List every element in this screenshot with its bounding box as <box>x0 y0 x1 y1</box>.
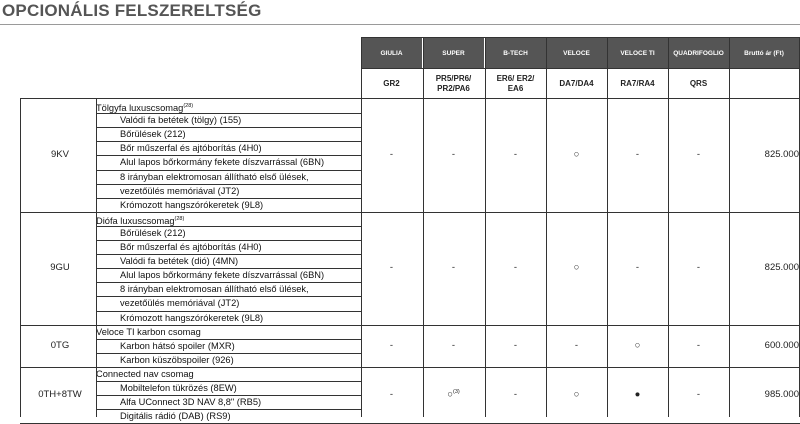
option-item: Bőrülések (212) <box>120 227 186 238</box>
availability-symbol: - <box>513 389 518 401</box>
availability-symbol: - <box>451 339 456 351</box>
option-item: Alul lapos bőrkormány fekete díszvarrással (6BN) <box>120 157 325 168</box>
item-line <box>96 353 361 354</box>
body-col-line-0 <box>361 98 362 417</box>
availability-mark <box>668 262 729 273</box>
item-line <box>96 296 361 297</box>
header-col-line-3 <box>546 37 547 98</box>
availability-mark <box>607 262 668 273</box>
availability-symbol: - <box>513 149 518 161</box>
item-line <box>96 184 361 185</box>
column-header-3: VELOCE <box>546 38 607 68</box>
header-col-line-1 <box>423 37 424 98</box>
item-line <box>96 127 361 128</box>
option-title-text: Diófa luxuscsomag <box>96 215 175 226</box>
header-col-line-0 <box>361 37 362 98</box>
availability-mark <box>546 262 607 273</box>
body-col-line-5 <box>668 98 669 417</box>
availability-symbol: - <box>389 339 394 351</box>
availability-symbol: - <box>696 262 701 274</box>
option-item: Bőrülések (212) <box>120 129 186 140</box>
option-code-0: 9KV <box>51 149 69 161</box>
item-line <box>96 381 361 382</box>
availability-symbol: - <box>451 262 456 274</box>
desc-left-border <box>96 98 97 417</box>
availability-mark <box>361 149 422 160</box>
item-line <box>96 409 361 410</box>
option-note: (28) <box>174 215 185 222</box>
availability-mark <box>485 340 546 351</box>
option-note: (28) <box>183 103 194 109</box>
option-item: Krómozott hangszórókeretek (9L8) <box>120 312 264 323</box>
item-line <box>96 198 361 199</box>
header-top-line <box>361 37 800 38</box>
availability-mark <box>546 149 607 160</box>
option-title-1 <box>96 213 184 227</box>
column-header-4: VELOCE TI <box>607 38 668 68</box>
availability-mark <box>546 340 607 351</box>
availability-symbol: - <box>635 149 640 161</box>
availability-symbol: - <box>513 339 518 351</box>
availability-mark <box>485 149 546 160</box>
column-code-2: ER6/ ER2/ EA6 <box>496 73 535 93</box>
header-col-line-6 <box>729 37 730 98</box>
option-item: 8 irányban elektromosan állítható első ülések, <box>120 171 309 182</box>
availability-mark <box>361 262 422 273</box>
item-line <box>96 339 361 340</box>
availability-symbol: ● <box>634 389 641 401</box>
header-mid-line <box>361 68 800 69</box>
option-price-2: 600.000 <box>764 339 799 351</box>
header-col-line-5 <box>668 37 669 98</box>
item-line <box>96 268 361 269</box>
item-line <box>96 155 361 156</box>
option-item: Valódi fa betétek (tölgy) (155) <box>120 115 242 126</box>
price-header: Bruttó ár (Ft) <box>729 38 799 68</box>
availability-symbol: - <box>696 389 701 401</box>
option-title-0 <box>96 100 193 114</box>
availability-symbol: - <box>451 149 456 161</box>
item-line <box>96 170 361 171</box>
option-title-3 <box>96 368 194 380</box>
option-item: Valódi fa betétek (dió) (4MN) <box>120 256 239 267</box>
option-item: Karbon küszöbspoiler (926) <box>120 354 234 365</box>
option-item: vezetőülés memóriával (JT2) <box>120 298 240 309</box>
item-line <box>96 395 361 396</box>
availability-mark <box>423 149 484 160</box>
availability-mark <box>485 389 546 400</box>
item-line <box>96 226 361 227</box>
body-col-line-3 <box>546 98 547 417</box>
option-price-0: 825.000 <box>764 149 799 161</box>
availability-mark <box>607 389 668 400</box>
availability-symbol: - <box>389 389 394 401</box>
option-code-1: 9GU <box>50 262 70 274</box>
availability-mark <box>423 389 484 400</box>
option-item: Digitális rádió (DAB) (RS9) <box>120 411 231 422</box>
item-line <box>96 282 361 283</box>
title-rule <box>0 24 800 25</box>
availability-symbol: - <box>635 262 640 274</box>
option-item: 8 irányban elektromosan állítható első ülések, <box>120 284 309 295</box>
availability-mark <box>668 389 729 400</box>
option-price-1: 825.000 <box>764 262 799 274</box>
option-code-2: 0TG <box>50 339 70 351</box>
body-col-line-1 <box>423 98 424 417</box>
page-title: OPCIONÁLIS FELSZERELTSÉG <box>2 1 262 20</box>
header-col-line-2 <box>485 37 486 98</box>
availability-symbol: - <box>696 339 701 351</box>
availability-symbol: ○ <box>447 389 453 401</box>
column-code-3: DA7/DA4 <box>559 78 594 88</box>
availability-symbol: ○ <box>634 339 641 351</box>
availability-symbol: ○ <box>573 389 580 401</box>
column-code-1: PR5/PR6/ PR2/PA6 <box>435 73 472 93</box>
option-title-text: Veloce TI karbon csomag <box>96 326 201 337</box>
option-code-3: 0TH+8TW <box>38 389 82 401</box>
availability-symbol: ○ <box>573 149 580 161</box>
availability-mark <box>423 340 484 351</box>
option-item: Karbon hátsó spoiler (MXR) <box>120 340 235 351</box>
availability-mark <box>485 262 546 273</box>
availability-mark <box>607 149 668 160</box>
option-title-2 <box>96 326 201 338</box>
body-col-line-6 <box>729 98 730 417</box>
item-line <box>96 311 361 312</box>
option-price-3: 985.000 <box>764 389 799 401</box>
availability-symbol: - <box>389 262 394 274</box>
availability-mark <box>668 149 729 160</box>
item-line <box>96 113 361 114</box>
column-header-2: B-TECH <box>485 38 546 68</box>
availability-mark <box>423 262 484 273</box>
availability-mark <box>546 389 607 400</box>
column-header-0: GIULIA <box>361 38 422 68</box>
availability-symbol: - <box>389 149 394 161</box>
column-code-0: GR2 <box>383 78 400 88</box>
option-item: Bőr műszerfal és ajtóborítás (4H0) <box>120 143 262 154</box>
body-col-line-2 <box>485 98 486 417</box>
column-code-5: QRS <box>689 78 708 88</box>
column-header-1: SUPER <box>423 38 484 68</box>
table-top-line <box>20 98 800 99</box>
availability-symbol: - <box>574 339 579 351</box>
item-line <box>96 254 361 255</box>
availability-symbol: ○ <box>573 262 580 274</box>
option-item: Bőr műszerfal és ajtóborítás (4H0) <box>120 242 262 252</box>
header-col-line-4 <box>607 37 608 98</box>
option-title-text: Connected nav csomag <box>96 368 194 379</box>
item-line <box>96 141 361 142</box>
option-item: vezetőülés memóriával (JT2) <box>120 185 240 196</box>
option-item: Alul lapos bőrkormány fekete díszvarrással (6BN) <box>120 270 325 281</box>
body-col-line-4 <box>607 98 608 417</box>
availability-symbol: - <box>513 262 518 274</box>
availability-mark <box>607 340 668 351</box>
column-header-5: QUADRIFOGLIO <box>668 38 729 68</box>
availability-note: (3) <box>453 389 460 396</box>
availability-mark <box>361 340 422 351</box>
option-item: Mobiltelefon tükrözés (8EW) <box>120 383 237 393</box>
availability-mark <box>361 389 422 400</box>
left-border <box>20 98 21 417</box>
option-item: Krómozott hangszórókeretek (9L8) <box>120 199 264 210</box>
option-item: Alfa UConnect 3D NAV 8,8" (RB5) <box>120 397 262 408</box>
availability-mark <box>668 340 729 351</box>
availability-symbol: - <box>696 149 701 161</box>
item-line <box>96 240 361 241</box>
column-code-4: RA7/RA4 <box>620 78 655 88</box>
option-title-text: Tölgyfa luxuscsomag <box>96 103 184 114</box>
